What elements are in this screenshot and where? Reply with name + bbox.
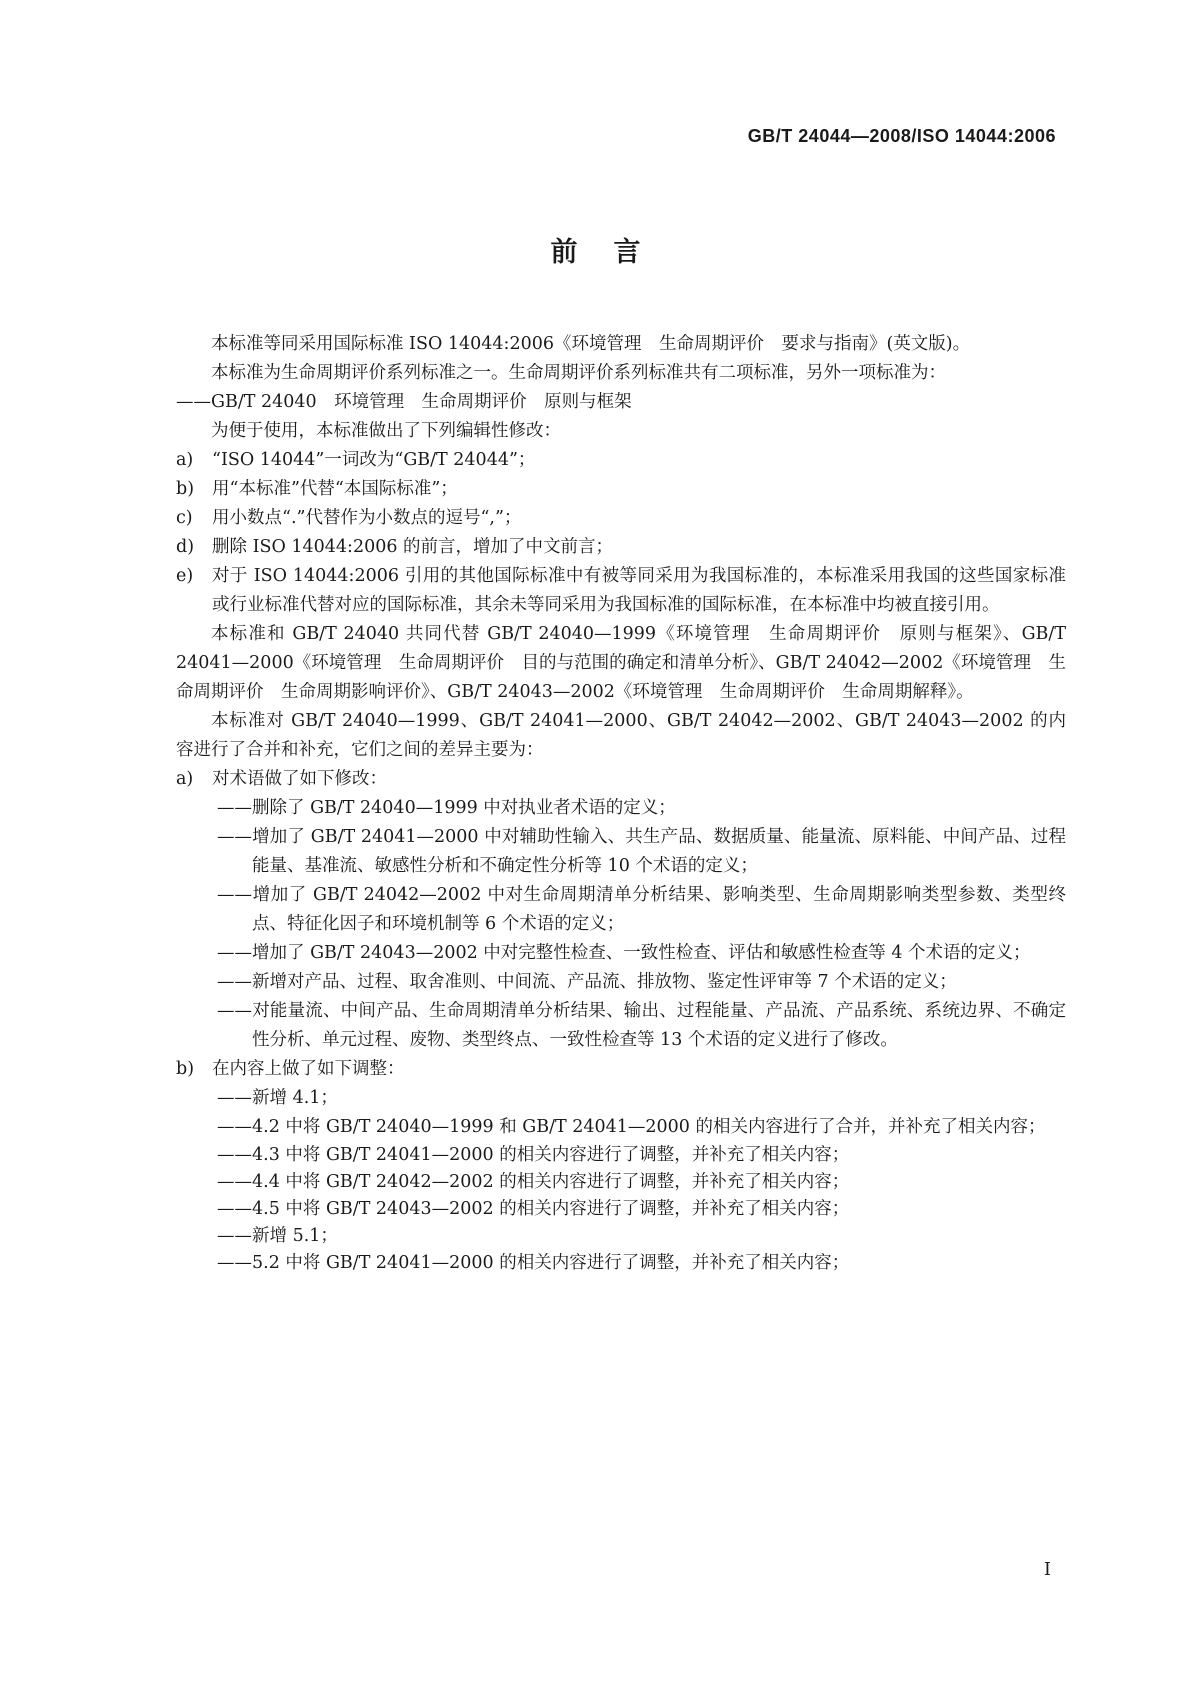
dash-item: ——增加了 GB/T 24043—2002 中对完整性检查、一致性检查、评估和敏感性检查等 4 个术语的定义；	[217, 943, 1031, 963]
dash-item: ——增加了 GB/T 24042—2002 中对生命周期清单分析结果、影响类型、生命周期影响类型参数、类型终点、特征化因子和环境机制等 6 个术语的定义；	[217, 885, 1066, 934]
list-item-text: 对于 ISO 14044:2006 引用的其他国际标准中有被等同采用为我国标准的，本标准采用我国的这些国家标准或行业标准代替对应的国际标准，其余未等同采用为我国标准的国际标准，在本标准中均被直接引用。	[212, 566, 1066, 615]
dash-item: ——5.2 中将 GB/T 24041—2000 的相关内容进行了调整，并补充了相关内容；	[217, 1253, 850, 1273]
list-marker: c)	[176, 508, 193, 528]
list-item	[176, 533, 1066, 562]
list-item-text: 用“本标准”代替“本国际标准”；	[212, 479, 458, 499]
list-item	[176, 475, 1066, 504]
list-marker: b)	[176, 1059, 195, 1079]
list-marker: b)	[176, 479, 195, 499]
list-heading: 对术语做了如下修改：	[212, 769, 387, 789]
list-marker: d)	[176, 537, 195, 557]
page-number: I	[1043, 1559, 1051, 1580]
editorial-intro: 为便于使用，本标准做出了下列编辑性修改：	[211, 421, 561, 441]
foreword-body	[176, 330, 1066, 1277]
dash-item: ——增加了 GB/T 24041—2000 中对辅助性输入、共生产品、数据质量、能量流、原料能、中间产品、过程能量、基准流、敏感性分析和不确定性分析等 10 个术语的定义；	[217, 827, 1066, 876]
dash-item: ——4.3 中将 GB/T 24041—2000 的相关内容进行了调整，并补充了相关内容；	[217, 1145, 850, 1165]
list-item	[176, 446, 1066, 475]
dash-item: ——新增 4.1；	[217, 1088, 338, 1108]
list-marker: e)	[176, 566, 194, 586]
dash-item: ——删除了 GB/T 24040—1999 中对执业者术语的定义；	[217, 798, 676, 818]
dash-item: ——4.5 中将 GB/T 24043—2002 的相关内容进行了调整，并补充了相关内容；	[217, 1199, 850, 1219]
list-item	[176, 504, 1066, 533]
list-item-text: “ISO 14044”一词改为“GB/T 24044”；	[212, 450, 536, 470]
list-heading: 在内容上做了如下调整：	[212, 1059, 405, 1079]
list-marker: a)	[176, 450, 194, 470]
page-title: 前言	[550, 237, 677, 268]
dash-item: ——新增对产品、过程、取舍准则、中间流、产品流、排放物、鉴定性评审等 7 个术语的定义；	[217, 972, 957, 992]
standard-code: GB/T 24044—2008/ISO 14044:2006	[747, 126, 1056, 146]
intro-paragraph: 本标准等同采用国际标准 ISO 14044:2006《环境管理 生命周期评价 要求与指南》(英文版)。	[211, 334, 971, 354]
list-item-text: 删除 ISO 14044:2006 的前言，增加了中文前言；	[212, 537, 614, 557]
differences-terms	[176, 765, 1066, 794]
dash-item: ——4.4 中将 GB/T 24042—2002 的相关内容进行了调整，并补充了相关内容；	[217, 1172, 850, 1192]
replacement-paragraph: 本标准和 GB/T 24040 共同代替 GB/T 24040—1999《环境管理 生命周期评价 原则与框架》、GB/T 24041—2000《环境管理 生命周期评价 目的与范围的确定和清单分析》、GB/T 24042—2002《环境管理 生命周期评价 生命周期影响评价》、GB/T 24043—2002《环境管理 生命周期评价 生命周期解释》。	[176, 624, 1066, 702]
dash-item: ——4.2 中将 GB/T 24040—1999 和 GB/T 24041—2000 的相关内容进行了合并，并补充了相关内容；	[217, 1117, 1046, 1137]
dash-item: ——新增 5.1；	[217, 1226, 338, 1246]
differences-intro: 本标准对 GB/T 24040—1999、GB/T 24041—2000、GB/T 24042—2002、GB/T 24043—2002 的内容进行了合并和补充，它们之间的差异主要为：	[176, 711, 1066, 760]
list-item	[176, 562, 1066, 620]
differences-content	[176, 1055, 1066, 1084]
related-standard-item: ——GB/T 24040 环境管理 生命周期评价 原则与框架	[176, 392, 632, 412]
series-paragraph: 本标准为生命周期评价系列标准之一。生命周期评价系列标准共有二项标准，另外一项标准为：	[211, 363, 946, 383]
list-item-text: 用小数点“.”代替作为小数点的逗号“,”；	[212, 508, 522, 528]
dash-item: ——对能量流、中间产品、生命周期清单分析结果、输出、过程能量、产品流、产品系统、系统边界、不确定性分析、单元过程、废物、类型终点、一致性检查等 13 个术语的定义进行了修改。	[217, 1001, 1066, 1050]
list-marker: a)	[176, 769, 194, 789]
